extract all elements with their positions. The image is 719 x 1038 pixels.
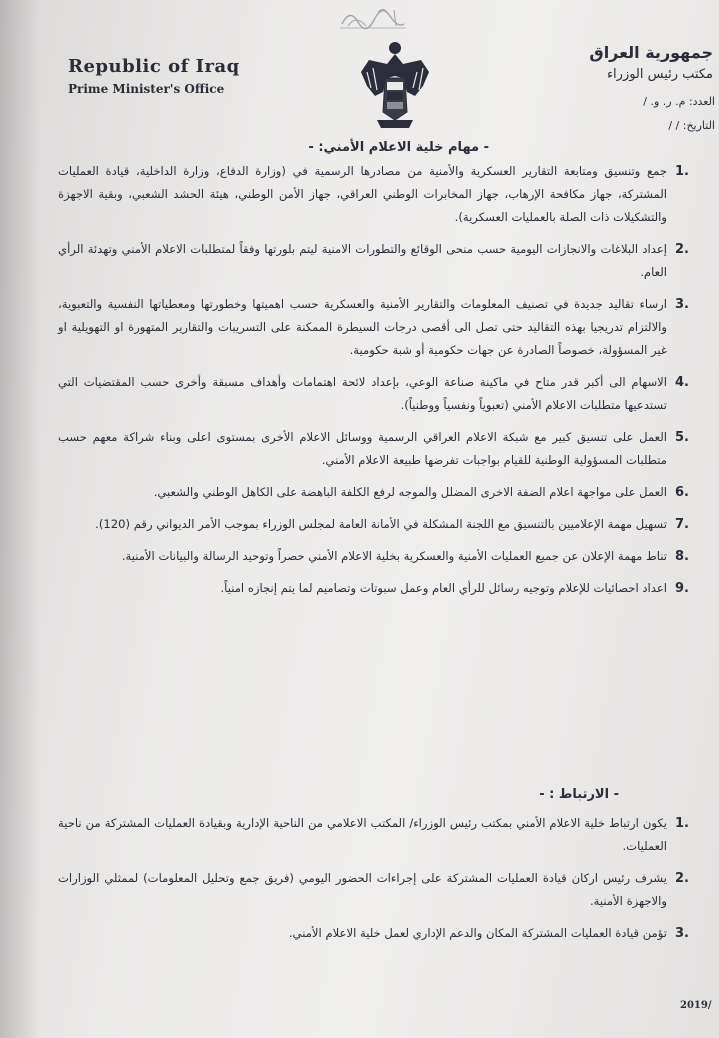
list-item — [58, 293, 689, 362]
link-section-title: - الارتباط : - — [539, 787, 619, 802]
item-number: 4. — [675, 375, 689, 390]
item-number: 2. — [675, 242, 689, 257]
link-list — [58, 812, 689, 954]
item-text: الاسهام الى أكبر قدر متاح في ماكينة صناعة الوعي، بإعداد لائحة اهتمامات وأهداف مسبقة وأخرى حسب المقتضيات التي تستدعيها متطلبات الاعلام الأمني (تعبوياً ونفسياً ووطنياً). — [58, 375, 667, 412]
item-text: يشرف رئيس اركان قيادة العمليات المشتركة على إجراءات الحضور اليومي (فريق جمع وتحليل المعلومات) لممثلي الوزارات والاجهزة الأمنية. — [58, 871, 667, 908]
list-item — [58, 545, 689, 568]
item-text: تناط مهمة الإعلان عن جميع العمليات الأمنية والعسكرية بخلية الاعلام الأمني حصراً وتوحيد الرسالة والبيانات الأمنية. — [121, 549, 667, 563]
item-number: 5. — [675, 430, 689, 445]
arabic-date: التاريخ: / / — [668, 119, 715, 132]
english-subtitle: Prime Minister's Office — [68, 82, 225, 96]
list-item — [58, 160, 689, 229]
item-text: العمل على مواجهة اعلام الضفة الاخرى المضلل والموجه لرفع الكلفة الباهضة على الكاهل الوطني والشعبي. — [153, 485, 667, 499]
list-item — [58, 922, 689, 945]
iraq-eagle-emblem-icon — [357, 38, 433, 134]
list-item — [58, 867, 689, 913]
arabic-title: جمهورية العراق — [589, 43, 713, 62]
item-text: ارساء تقاليد جديدة في تصنيف المعلومات والتقارير الأمنية والعسكرية حسب اهميتها وخطورتها ومعطياتها النفسية والتعبوية، والالتزام تدريجيا بهذه التقاليد حتى تصل الى أقصى درجات السيطرة الممكنة على التسريبات والتقارير المتهورة او التهويلية او غير المسؤولة، خصوصاً الصادرة عن جهات حكومية أو شبة حكومية. — [58, 297, 667, 357]
section-title: - مهام خلية الاعلام الأمني: - — [308, 140, 489, 155]
item-number: 7. — [675, 517, 689, 532]
list-item — [58, 812, 689, 858]
arabic-reference — [575, 90, 715, 138]
item-number: 1. — [675, 816, 689, 831]
list-item — [58, 577, 689, 600]
tasks-list — [58, 160, 689, 609]
item-text: العمل على تنسيق كبير مع شبكة الاعلام العراقي الرسمية ووسائل الاعلام الأخرى بمستوى اعلى وبناء شراكة معهم حسب متطلبات المسؤولية الوطنية للقيام بواجبات تفرضها طبيعة الاعلام الأمني. — [58, 430, 667, 467]
list-item — [58, 426, 689, 472]
item-number: 3. — [675, 297, 689, 312]
page-shadow — [0, 0, 40, 1038]
arabic-number: العدد: م. ر. و. / — [643, 95, 715, 108]
item-number: 3. — [675, 926, 689, 941]
list-item — [58, 238, 689, 284]
item-text: اعداد احصائيات للإعلام وتوجيه رسائل للرأي العام وعمل سبوتات وتصاميم لما يتم إنجازه امنياً. — [220, 581, 667, 595]
item-number: 1. — [675, 164, 689, 179]
list-item — [58, 481, 689, 504]
english-title: Republic of Iraq — [68, 56, 240, 77]
item-number: 6. — [675, 485, 689, 500]
footer-date: 2019/ — [680, 1000, 712, 1011]
item-number: 9. — [675, 581, 689, 596]
list-item — [58, 513, 689, 536]
arabic-subtitle: مكتب رئيس الوزراء — [606, 67, 713, 82]
item-number: 2. — [675, 871, 689, 886]
calligraphy-watermark-icon — [338, 4, 408, 30]
item-text: تؤمن قيادة العمليات المشتركة المكان والدعم الإداري لعمل خلية الاعلام الأمني. — [288, 926, 667, 940]
item-number: 8. — [675, 549, 689, 564]
item-text: جمع وتنسيق ومتابعة التقارير العسكرية والأمنية من مصادرها الرسمية في (وزارة الدفاع، وزارة الداخلية، قيادة العمليات المشتركة، جهاز مكافحة الإرهاب، جهاز المخابرات الوطني العراقي، جهاز الأمن الوطني، هيئة الحشد الشعبي، وبقية الاجهزة والتشكيلات ذات الصلة بالعمليات العسكرية). — [58, 164, 667, 224]
item-text: إعداد البلاغات والانجازات اليومية حسب منحى الوقائع والتطورات الامنية ليتم بلورتها وفقاً لمتطلبات الاعلام الأمني وتهدئة الرأي العام. — [58, 242, 667, 279]
item-text: تسهيل مهمة الإعلاميين بالتنسيق مع اللجنة المشكلة في الأمانة العامة لمجلس الوزراء بموجب الأمر الديواني رقم (120). — [95, 517, 667, 531]
item-text: يكون ارتباط خلية الاعلام الأمني بمكتب رئيس الوزراء/ المكتب الاعلامي من الناحية الإدارية وبقيادة العمليات المشتركة من ناحية العمليات. — [58, 816, 667, 853]
list-item — [58, 371, 689, 417]
arabic-header — [493, 42, 713, 86]
